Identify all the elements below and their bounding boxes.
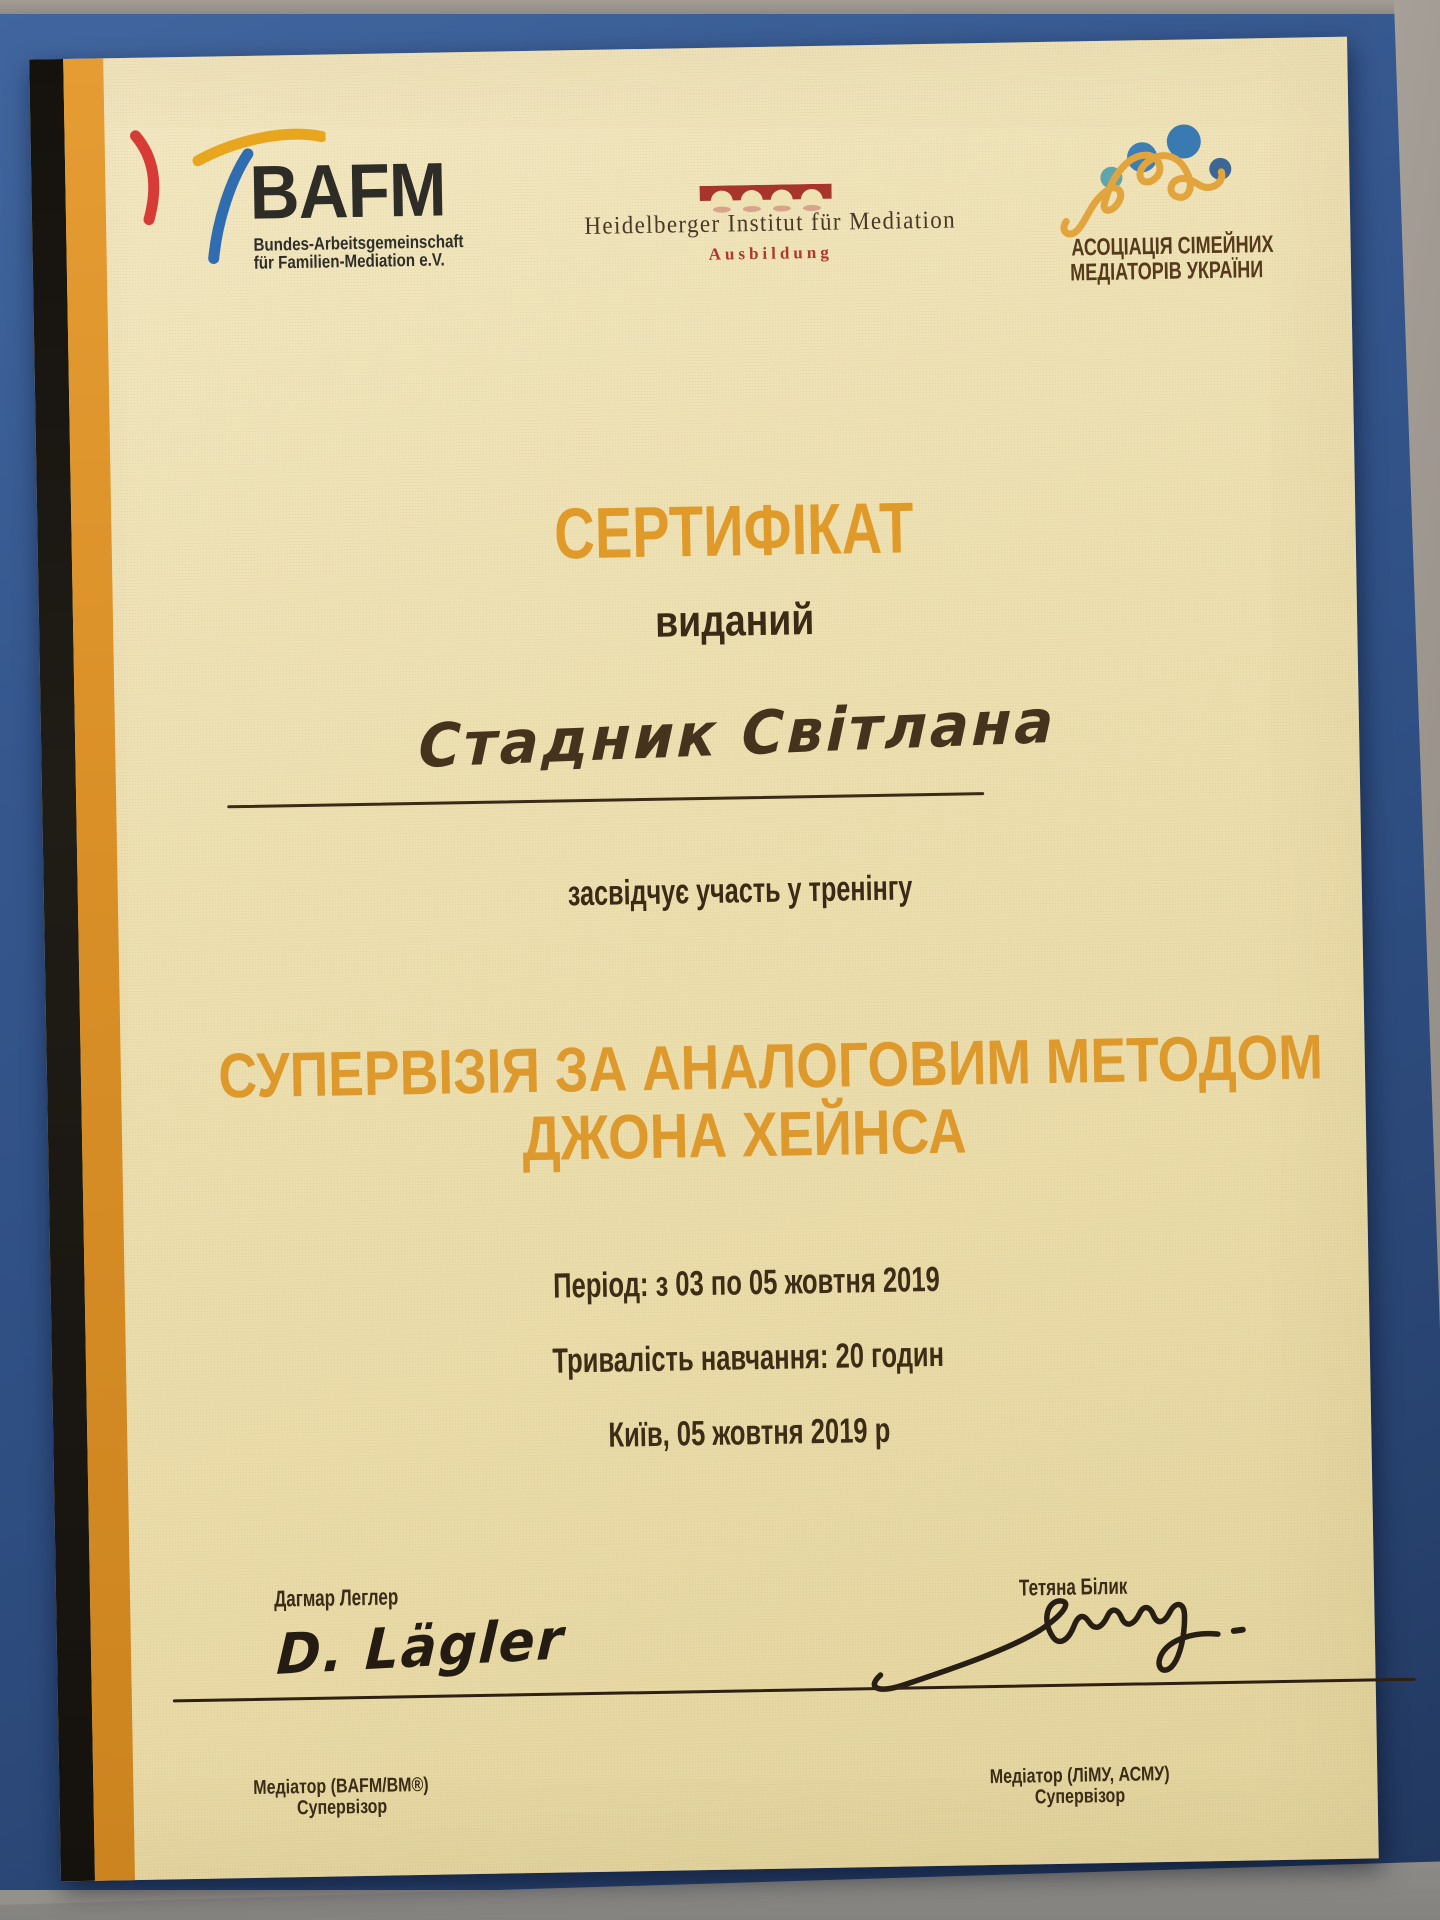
role-right-line1: Медіатор (ЛіМУ, АСМУ) (989, 1763, 1170, 1789)
confirmation-text: засвідчує участь у тренінгу (567, 868, 913, 914)
place-date-text: Київ, 05 жовтня 2019 р (608, 1410, 891, 1455)
training-title-line1: СУПЕРВІЗІЯ ЗА АНАЛОГОВИМ МЕТОДОМ (217, 1022, 1324, 1112)
issued-label: виданий (655, 595, 816, 647)
role-left-line2: Супервізор (296, 1795, 388, 1820)
bafm-subtitle (253, 231, 504, 271)
asmu-name (1037, 232, 1278, 286)
role-right-line2: Супервізор (1034, 1784, 1125, 1809)
recipient-name: Стадник Світлана (417, 686, 1057, 782)
certificate-title: СЕРТИФІКАТ (553, 488, 914, 575)
heidelberg-title: Heidelberger Institut für Mediation (584, 206, 957, 240)
bafm-subtitle-line2: für Familien-Mediation e.V. (253, 249, 445, 273)
recipient-underline (227, 792, 984, 808)
signature-right-name: Тетяна Білик (1018, 1572, 1128, 1601)
duration-text: Тривалість навчання: 20 годин (551, 1334, 945, 1381)
asmu-mark-icon (1052, 118, 1258, 240)
signature-left-handwriting: D. Lägler (275, 1607, 567, 1688)
signature-left-name: Дагмар Леглер (273, 1583, 399, 1612)
certificate-paper (29, 37, 1379, 1882)
period-text: Період: з 03 по 05 жовтня 2019 (553, 1259, 941, 1306)
role-left (216, 1774, 467, 1820)
bafm-wordmark: BAFM (248, 147, 447, 236)
training-title (120, 1022, 1366, 1180)
desk-top-edge (0, 0, 1440, 14)
training-title-line2: ДЖОНА ХЕЙНСА (521, 1096, 967, 1175)
role-left-line1: Медіатор (BAFM/BM®) (253, 1773, 430, 1799)
bafm-subtitle-line1: Bundes-Arbeitsgemeinschaft (253, 231, 464, 255)
role-right (954, 1763, 1205, 1809)
heidelberg-subtitle: Ausbildung (708, 242, 833, 264)
asmu-name-line2: МЕДІАТОРІВ УКРАЇНИ (1070, 256, 1264, 287)
asmu-name-line1: АСОЦІАЦІЯ СІМЕЙНИХ (1071, 230, 1274, 262)
